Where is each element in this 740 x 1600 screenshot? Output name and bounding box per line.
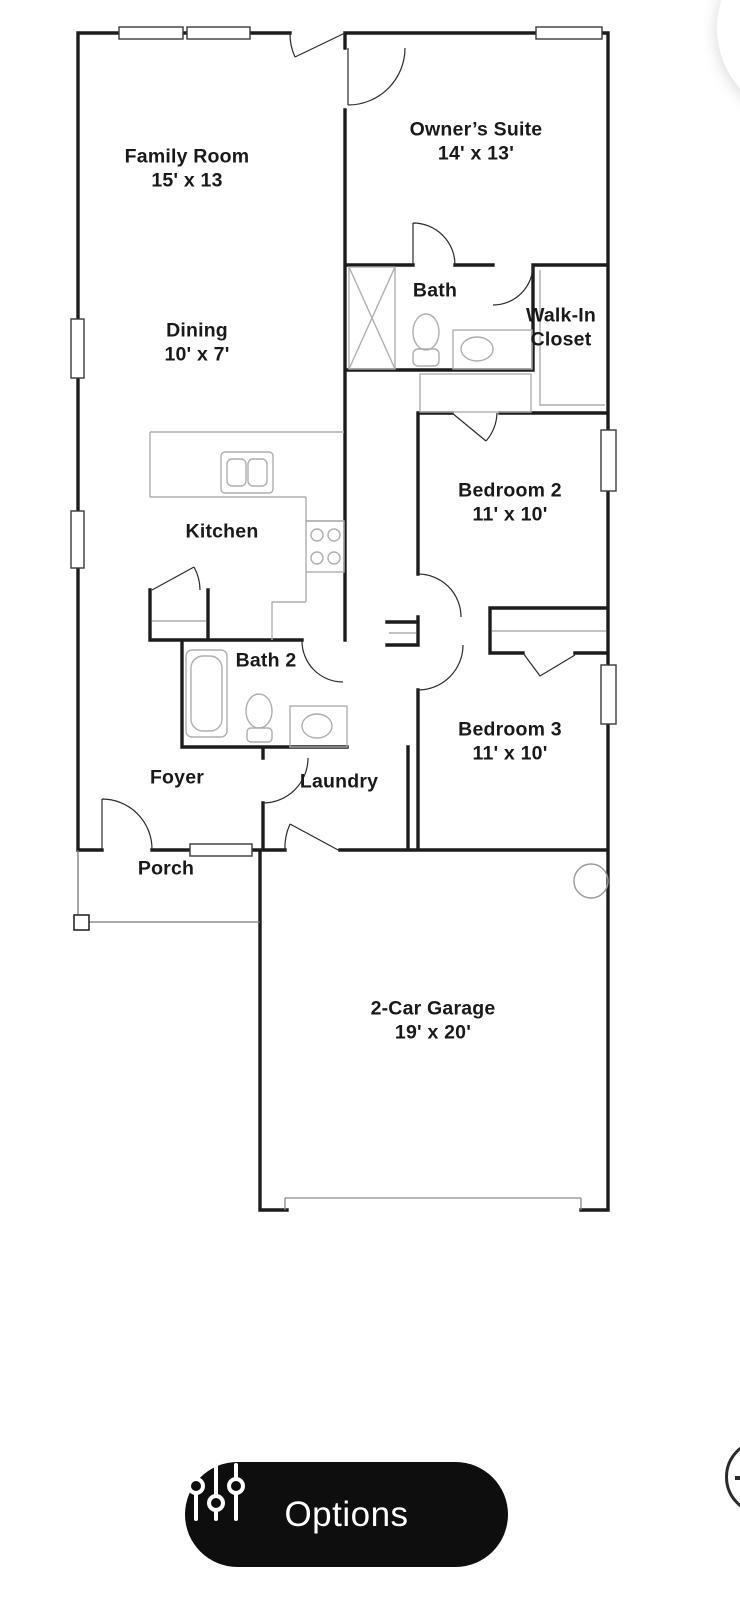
walk-in-closet-door bbox=[493, 265, 533, 305]
room-label-bath: Bath bbox=[412, 279, 458, 302]
sliders-icon bbox=[185, 1462, 247, 1522]
kitchen-sink bbox=[221, 452, 273, 493]
toilet-bath1 bbox=[413, 314, 439, 366]
bedroom3-hall-door bbox=[418, 645, 463, 690]
options-button[interactable] bbox=[185, 1462, 508, 1567]
circular-control-button[interactable] bbox=[725, 1439, 740, 1515]
vanity-sink-bath1 bbox=[453, 330, 532, 369]
room-label-dining: Dining 10' x 7' bbox=[164, 319, 230, 365]
window bbox=[187, 27, 250, 39]
horizontal-bar-icon bbox=[735, 1476, 740, 1480]
laundry-door bbox=[263, 758, 308, 803]
bedroom2-hall-door bbox=[418, 574, 461, 617]
bifold-closet-door bbox=[523, 653, 575, 676]
porch-outline bbox=[78, 850, 260, 922]
window bbox=[536, 27, 602, 39]
room-label-laundry: Laundry bbox=[299, 770, 379, 793]
bedroom2-upper-door bbox=[452, 413, 497, 441]
room-label-bath-2: Bath 2 bbox=[235, 649, 297, 672]
window bbox=[119, 27, 183, 39]
stove bbox=[306, 521, 344, 572]
room-label-owner-s-suite: Owner’s Suite 14' x 13' bbox=[409, 118, 543, 164]
window bbox=[601, 665, 616, 724]
walk-in-closet-shelf bbox=[540, 270, 605, 405]
room-label-walk-in-closet: Walk-In Closet bbox=[525, 304, 597, 350]
water-heater bbox=[574, 864, 608, 898]
room-label-bedroom-2: Bedroom 2 11' x 10' bbox=[458, 479, 562, 525]
room-label-family-room: Family Room 15' x 13 bbox=[124, 145, 250, 191]
window bbox=[190, 844, 252, 856]
room-label-bedroom-3: Bedroom 3 11' x 10' bbox=[458, 718, 562, 764]
window bbox=[71, 319, 84, 378]
thin-outlines bbox=[78, 850, 581, 1210]
garage-door bbox=[285, 1198, 581, 1210]
window bbox=[71, 511, 84, 568]
porch-post bbox=[74, 915, 89, 930]
room-label-foyer: Foyer bbox=[149, 766, 205, 789]
room-label-2-car-garage: 2-Car Garage 19' x 20' bbox=[370, 997, 496, 1043]
owners-bath-door bbox=[413, 223, 455, 265]
room-label-porch: Porch bbox=[137, 857, 195, 880]
pantry-door bbox=[152, 567, 200, 590]
front-entry-door bbox=[102, 799, 152, 849]
closet-shelves bbox=[152, 621, 606, 633]
toilet-bath2 bbox=[246, 694, 272, 742]
door-arcs bbox=[102, 33, 575, 851]
owners-suite-door bbox=[348, 48, 405, 105]
garage-entry-door bbox=[285, 824, 340, 851]
room-label-kitchen: Kitchen bbox=[185, 520, 259, 543]
options-button-label: Options bbox=[284, 1494, 409, 1534]
bath2-door bbox=[302, 641, 343, 682]
hall-nook bbox=[420, 374, 531, 412]
vanity-sink-bath2 bbox=[290, 706, 347, 747]
kitchen-counter bbox=[150, 432, 344, 640]
window bbox=[601, 430, 616, 491]
shower bbox=[349, 267, 395, 369]
family-room-rear-door bbox=[290, 33, 345, 57]
fixtures bbox=[150, 267, 608, 898]
bathtub bbox=[186, 650, 227, 737]
